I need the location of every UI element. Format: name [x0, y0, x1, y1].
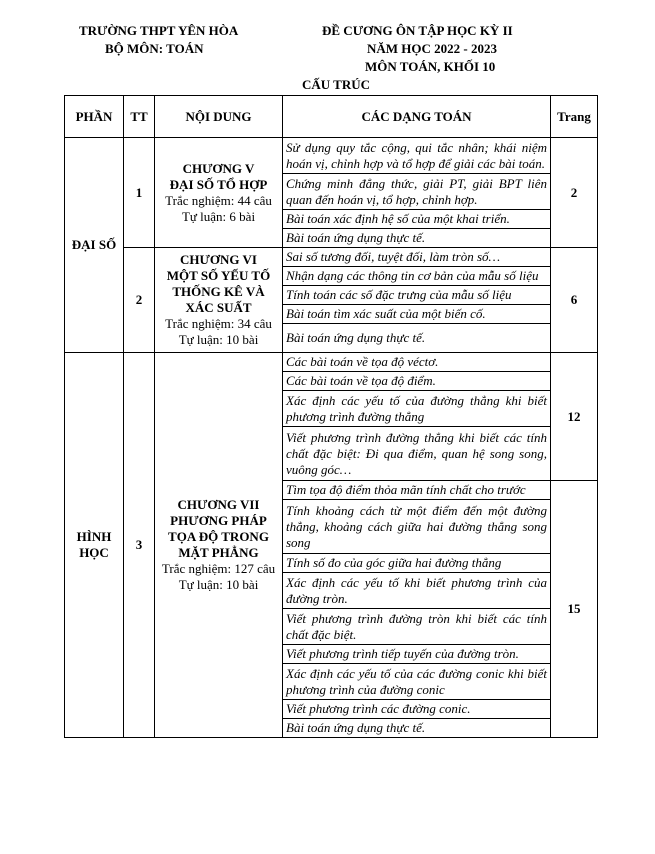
chapter-content — [155, 353, 283, 738]
structure-table — [64, 95, 598, 738]
problem-type: Bài toán ứng dụng thực tế. — [283, 229, 551, 248]
table-row — [65, 248, 598, 267]
col-header-content: NỘI DUNG — [155, 96, 283, 138]
col-header-part: PHẦN — [65, 96, 124, 138]
page-number: 6 — [551, 248, 598, 353]
part-geometry: HÌNH HỌC — [65, 353, 124, 738]
problem-type: Xác định các yếu tố của đường thẳng khi biết phương trình đường thẳng — [283, 391, 551, 427]
problem-type: Bài toán tìm xác suất của một biến cố. — [283, 305, 551, 324]
document-title: ĐỀ CƯƠNG ÔN TẬP HỌC KỲ II — [322, 23, 513, 38]
essay-count: Tự luận: 6 bài — [181, 208, 256, 224]
col-header-page: Trang — [551, 96, 598, 138]
chapter-index: 1 — [124, 138, 155, 248]
chapter-index: 2 — [124, 248, 155, 353]
school-name: TRƯỜNG THPT YÊN HÒA — [79, 23, 239, 38]
chapter-title-line: MẶT PHẲNG — [178, 545, 259, 560]
table-row — [65, 353, 598, 372]
page-number: 2 — [551, 138, 598, 248]
problem-type: Các bài toán về tọa độ véctơ. — [283, 353, 551, 372]
col-header-index: TT — [124, 96, 155, 138]
chapter-title-line: MỘT SỐ YẾU TỐ — [166, 268, 271, 283]
chapter-title-line: THỐNG KÊ VÀ — [172, 284, 265, 299]
structure-heading: CẤU TRÚC — [302, 77, 371, 92]
problem-type: Tính khoảng cách từ một điểm đến một đường thẳng, khoảng cách giữa hai đường thẳng song song — [283, 500, 551, 554]
chapter-title-line: TỌA ĐỘ TRONG — [168, 529, 269, 544]
chapter-title-line: ĐẠI SỐ TỔ HỢP — [169, 176, 268, 192]
chapter-title-line: XÁC SUẤT — [185, 300, 252, 315]
problem-type: Sử dụng quy tắc cộng, qui tắc nhân; khái niệm hoán vị, chỉnh hợp và tổ hợp để giải các bài toán. — [283, 138, 551, 174]
page-number: 12 — [551, 353, 598, 481]
essay-count: Tự luận: 10 bài — [178, 332, 259, 347]
problem-type: Xác định các yếu tố của các đường conic khi biết phương trình của đường conic — [283, 664, 551, 700]
chapter-title-line: CHƯƠNG V — [182, 160, 255, 176]
problem-type: Sai số tương đối, tuyệt đối, làm tròn số… — [283, 248, 551, 267]
problem-type: Chứng minh đẳng thức, giải PT, giải BPT liên quan đến hoán vị, tổ hợp, chỉnh hợp. — [283, 174, 551, 210]
chapter-index: 3 — [124, 353, 155, 738]
problem-type: Tính toán các số đặc trưng của mẫu số liệu — [283, 286, 551, 305]
chapter-content — [155, 248, 283, 353]
multiple-choice-count: Trắc nghiệm: 44 câu — [165, 192, 272, 208]
multiple-choice-count: Trắc nghiệm: 127 câu — [161, 561, 276, 576]
department: BỘ MÔN: TOÁN — [105, 41, 204, 56]
col-header-problem-types: CÁC DẠNG TOÁN — [283, 96, 551, 138]
problem-type: Tìm tọa độ điểm thỏa mãn tính chất cho trước — [283, 481, 551, 500]
table-row — [65, 138, 598, 174]
problem-type: Bài toán ứng dụng thực tế. — [283, 719, 551, 738]
problem-type: Viết phương trình các đường conic. — [283, 700, 551, 719]
problem-type: Xác định các yếu tố khi biết phương trình của đường tròn. — [283, 573, 551, 609]
problem-type: Nhận dạng các thông tin cơ bản của mẫu số liệu — [283, 267, 551, 286]
page-number: 15 — [551, 481, 598, 738]
table-header-row — [65, 96, 598, 138]
chapter-title-line: CHƯƠNG VII — [177, 497, 260, 512]
problem-type: Bài toán xác định hệ số của một khai triển. — [283, 210, 551, 229]
part-algebra: ĐẠI SỐ — [65, 138, 124, 353]
school-year: NĂM HỌC 2022 - 2023 — [367, 41, 497, 56]
problem-type: Viết phương trình đường thẳng khi biết các tính chất đặc biệt: Đi qua điểm, quan hệ song song, vuông góc… — [283, 427, 551, 481]
multiple-choice-count: Trắc nghiệm: 34 câu — [165, 316, 272, 331]
chapter-content — [155, 138, 283, 248]
problem-type: Các bài toán về tọa độ điểm. — [283, 372, 551, 391]
chapter-title-line: CHƯƠNG VI — [180, 252, 257, 267]
subject-grade: MÔN TOÁN, KHỐI 10 — [365, 59, 496, 74]
problem-type: Viết phương trình tiếp tuyến của đường tròn. — [283, 645, 551, 664]
problem-type: Viết phương trình đường tròn khi biết các tính chất đặc biệt. — [283, 609, 551, 645]
chapter-title-line: PHƯƠNG PHÁP — [170, 513, 267, 528]
essay-count: Tự luận: 10 bài — [178, 577, 259, 592]
problem-type: Bài toán ứng dụng thực tế. — [283, 324, 551, 353]
problem-type: Tính số đo của góc giữa hai đường thẳng — [283, 554, 551, 573]
